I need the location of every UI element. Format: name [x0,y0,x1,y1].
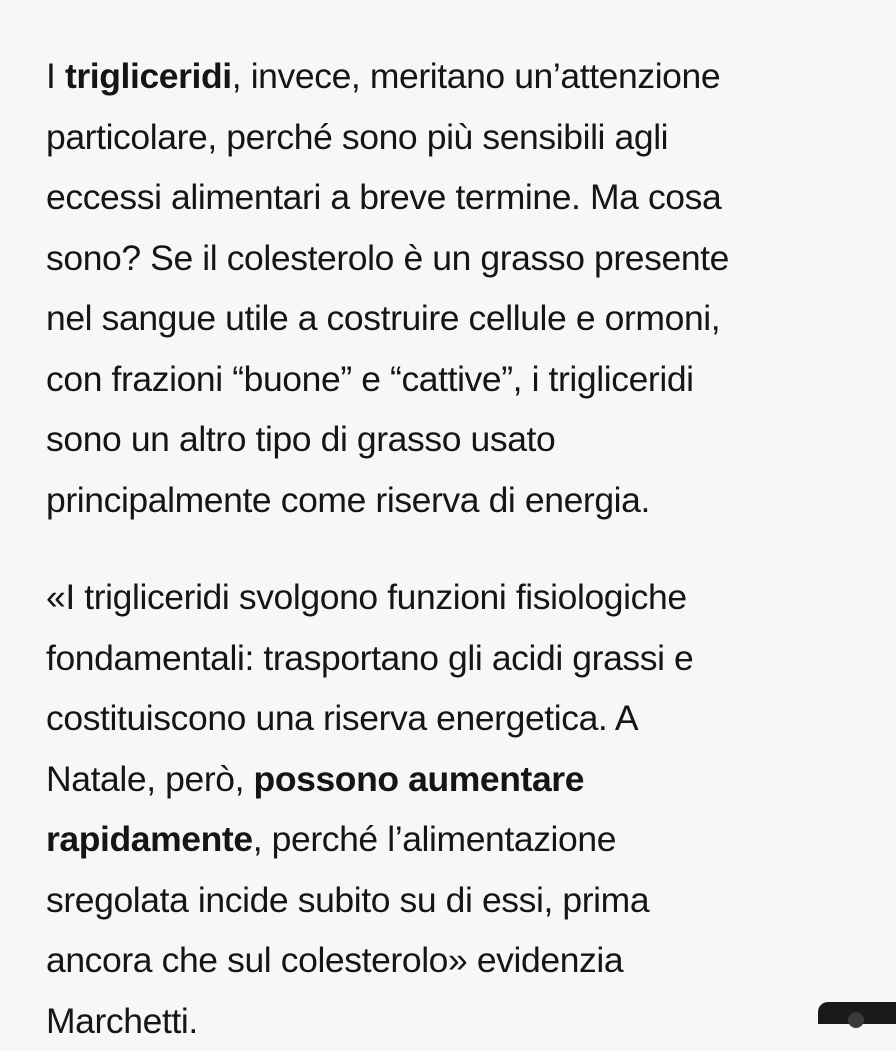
text-line: sono? Se il colesterolo è un grasso presente [46,228,876,289]
text-line: Marchetti. [46,991,876,1051]
text-line: principalmente come riserva di energia. [46,470,876,531]
paragraph-triglycerides-intro [46,46,876,530]
dark-rounded-button-icon [848,1012,864,1028]
text-segment: , invece, meritano un’attenzione [232,56,720,96]
text-line [46,749,876,810]
paragraph-spacer [46,530,876,567]
text-line: «I trigliceridi svolgono funzioni fisiologiche [46,567,876,628]
text-line: eccessi alimentari a breve termine. Ma cosa [46,167,876,228]
text-line [46,809,876,870]
text-line: sono un altro tipo di grasso usato [46,409,876,470]
text-line: particolare, perché sono più sensibili agli [46,107,876,168]
text-line: costituiscono una riserva energetica. A [46,688,876,749]
text-line: nel sangue utile a costruire cellule e ormoni, [46,288,876,349]
text-line: con frazioni “buone” e “cattive”, i trigliceridi [46,349,876,410]
paragraph-quote-marchetti [46,567,876,1051]
bold-phrase: possono aumentare [254,759,585,799]
bold-term: trigliceridi [65,56,232,96]
text-line [46,46,876,107]
text-line: fondamentali: trasportano gli acidi grassi e [46,628,876,689]
bold-phrase: rapidamente [46,819,253,859]
text-segment: I [46,56,65,96]
text-segment: Natale, però, [46,759,254,799]
article-body [46,46,876,1051]
floating-action-button[interactable] [818,1002,896,1024]
text-line: sregolata incide subito su di essi, prima [46,870,876,931]
text-line: ancora che sul colesterolo» evidenzia [46,930,876,991]
text-segment: , perché l’alimentazione [253,819,616,859]
